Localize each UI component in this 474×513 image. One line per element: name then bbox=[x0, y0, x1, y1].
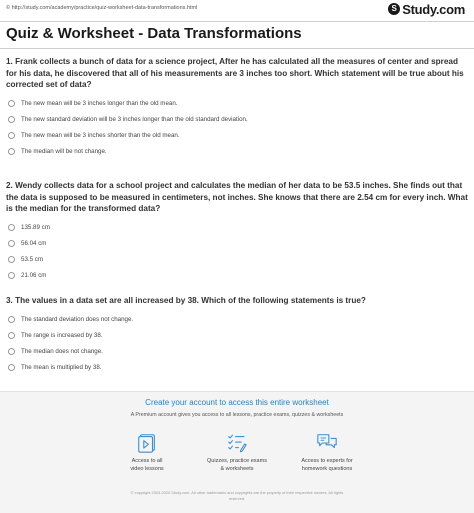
feature-label-line: Quizzes, practice exams bbox=[207, 458, 267, 464]
cta-title[interactable]: Create your account to access this entire worksheet bbox=[145, 398, 329, 407]
feature-experts bbox=[287, 432, 367, 473]
answer-option[interactable] bbox=[6, 128, 469, 144]
copyright-notice bbox=[0, 490, 474, 502]
option-label: The mean is multiplied by 38. bbox=[21, 364, 102, 371]
option-label: The standard deviation does not change. bbox=[21, 316, 134, 323]
page-title: Quiz & Worksheet - Data Transformations bbox=[6, 25, 302, 42]
feature-video-lessons bbox=[107, 432, 187, 473]
question-1 bbox=[6, 56, 469, 160]
feature-label bbox=[107, 458, 187, 473]
feature-label-line: homework questions bbox=[301, 465, 353, 472]
option-label: The median will be not change. bbox=[21, 148, 107, 155]
copyright-line: © copyright 2003-2020 Study.com. All other trademarks and copyrights are the property of their respective owners. All rights bbox=[130, 490, 344, 495]
radio-circle-icon[interactable] bbox=[8, 348, 15, 355]
answer-option[interactable] bbox=[6, 360, 469, 376]
option-label: The median does not change. bbox=[21, 348, 103, 355]
top-bar bbox=[0, 0, 474, 21]
option-label: The new mean will be 3 inches shorter than the old mean. bbox=[21, 132, 180, 139]
radio-circle-icon[interactable] bbox=[8, 364, 15, 371]
radio-circle-icon[interactable] bbox=[8, 332, 15, 339]
option-label: The new mean will be 3 inches longer than the old mean. bbox=[21, 100, 178, 107]
premium-cta-panel bbox=[0, 391, 474, 513]
answer-option[interactable] bbox=[6, 112, 469, 128]
radio-circle-icon[interactable] bbox=[8, 132, 15, 139]
option-label: The range is increased by 38. bbox=[21, 332, 103, 339]
cta-subtitle: A Premium account gives you access to all lessons, practice exams, quizzes & worksheets bbox=[130, 412, 344, 418]
study-logo[interactable] bbox=[388, 2, 465, 16]
feature-label-line: Access to experts for bbox=[301, 458, 353, 464]
option-label: The new standard deviation will be 3 inches longer than the old standard deviation. bbox=[21, 116, 248, 123]
radio-circle-icon[interactable] bbox=[8, 240, 15, 247]
answer-option[interactable] bbox=[6, 220, 469, 236]
radio-circle-icon[interactable] bbox=[8, 224, 15, 231]
answer-option[interactable] bbox=[6, 144, 469, 160]
answer-option[interactable] bbox=[6, 96, 469, 112]
option-label: 53.5 cm bbox=[21, 256, 44, 263]
option-label: 56.04 cm bbox=[21, 240, 47, 247]
answer-option[interactable] bbox=[6, 268, 469, 284]
answer-option[interactable] bbox=[6, 328, 469, 344]
option-label: 135.89 cm bbox=[21, 224, 50, 231]
radio-circle-icon[interactable] bbox=[8, 148, 15, 155]
divider bbox=[0, 48, 474, 49]
radio-circle-icon[interactable] bbox=[8, 316, 15, 323]
divider bbox=[0, 21, 474, 22]
feature-label bbox=[287, 458, 367, 473]
option-label: 21.06 cm bbox=[21, 272, 47, 279]
question-3 bbox=[6, 295, 469, 376]
logo-mark-icon: S bbox=[388, 3, 400, 15]
question-2 bbox=[6, 180, 469, 284]
feature-label-line: Access to all bbox=[131, 458, 163, 464]
radio-circle-icon[interactable] bbox=[8, 256, 15, 263]
video-play-icon bbox=[136, 432, 158, 454]
feature-label bbox=[197, 458, 277, 473]
feature-quizzes bbox=[197, 432, 277, 473]
radio-circle-icon[interactable] bbox=[8, 100, 15, 107]
checklist-icon bbox=[226, 432, 248, 454]
answer-option[interactable] bbox=[6, 236, 469, 252]
answer-option[interactable] bbox=[6, 344, 469, 360]
answer-option[interactable] bbox=[6, 312, 469, 328]
page-url: © http://study.com/academy/practice/quiz-worksheet-data-transformations.html bbox=[6, 5, 198, 11]
radio-circle-icon[interactable] bbox=[8, 116, 15, 123]
logo-text: Study.com bbox=[402, 1, 465, 17]
feature-label-line: video lessons bbox=[130, 465, 164, 472]
question-text: 3. The values in a data set are all increased by 38. Which of the following statements is true? bbox=[6, 296, 366, 305]
answer-option[interactable] bbox=[6, 252, 469, 268]
feature-label-line: & worksheets bbox=[220, 465, 254, 472]
question-text: 2. Wendy collects data for a school project and calculates the median of her data to be 53.5 inches. She finds out that the data is supposed to be measured in centimeters, not inches. She knows that there are 2.54 cm for every inch. What is the median for the transformed data? bbox=[6, 181, 468, 213]
chat-bubbles-icon bbox=[316, 432, 338, 454]
copyright-line: reserved. bbox=[228, 496, 246, 501]
radio-circle-icon[interactable] bbox=[8, 272, 15, 279]
question-text: 1. Frank collects a bunch of data for a science project, After he has calculated all the measures of center and spread for his data, he discovered that all of his measurements are 3 inches too short. Which statement will be true about his corrected set of data? bbox=[6, 57, 464, 89]
